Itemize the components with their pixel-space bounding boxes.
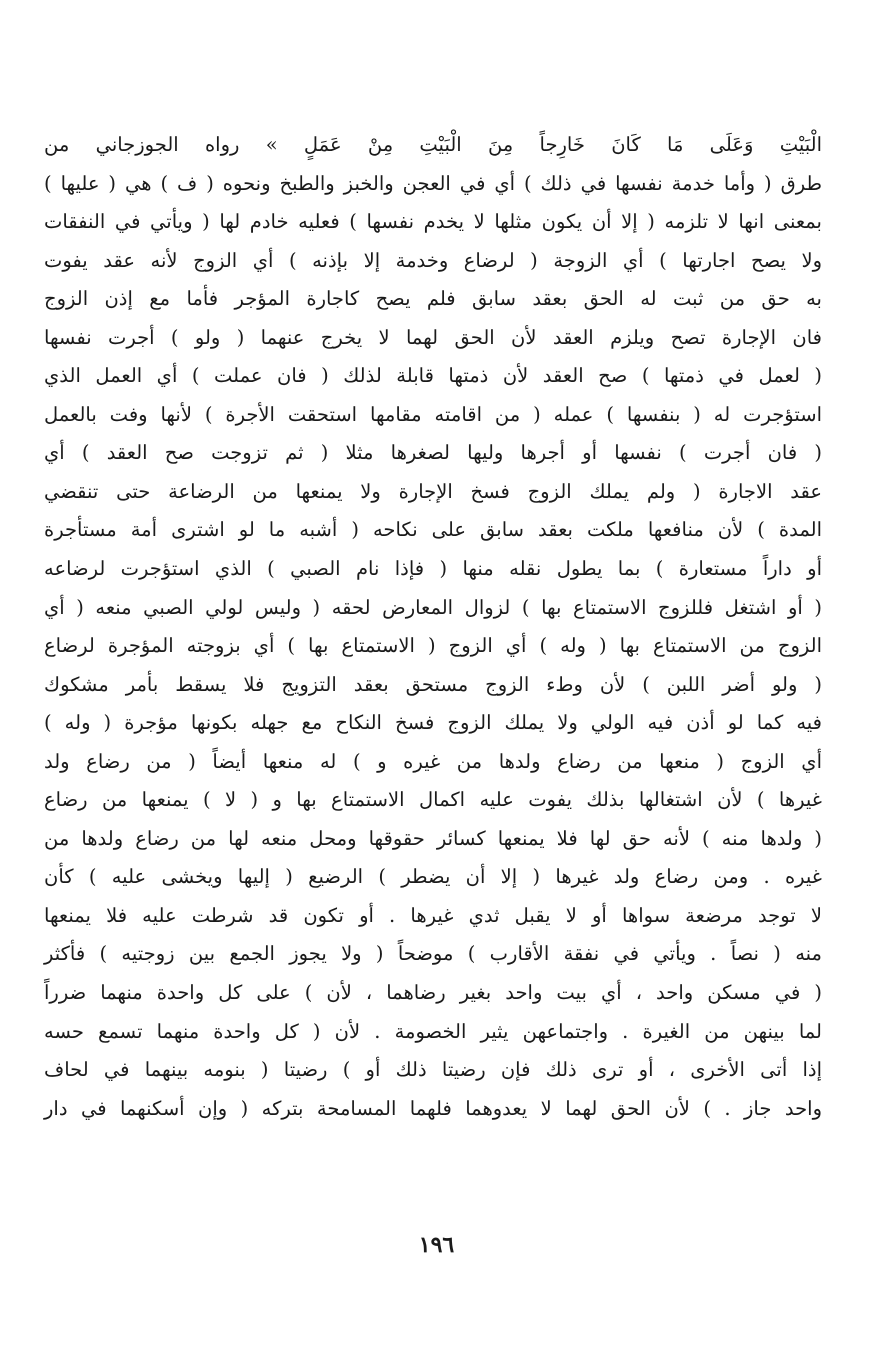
text-line-25: إذا أتى الأخرى ، أو ترى ذلك فإن رضيتا ذلك أو ) رضيتا ( بنومه بينهما في لحاف bbox=[44, 1058, 822, 1082]
text-line-26: واحد جاز . ) لأن الحق لهما لا يعدوهما فلهما المسامحة بتركه ( وإن أسكنهما في دار bbox=[44, 1096, 822, 1120]
text-line-15: ( ولو أضر اللبن ) لأن وطء الزوج مستحق بعقد التزويج فلا يسقط بأمر مشكوك bbox=[44, 672, 822, 696]
text-line-14: الزوج من الاستمتاع بها ( وله ) أي الزوج ( الاستمتاع بها ) أي بزوجته المؤجرة لرضاع bbox=[44, 634, 822, 658]
text-line-17: أي الزوج ( منعها من رضاع ولدها من غيره و ) له منعها أيضاً ( من رضاع ولد bbox=[44, 749, 822, 773]
text-line-3: بمعنى انها لا تلزمه ( إلا أن يكون مثلها لا يخدم نفسها ) فعليه خادم لها ( ويأتي في النفقات bbox=[44, 210, 822, 234]
text-line-24: لما بينهن من الغيرة . واجتماعهن يثير الخصومة . لأن ( كل واحدة منهما تسمع حسه bbox=[44, 1019, 822, 1043]
text-line-11: المدة ) لأن منافعها ملكت بعقد سابق على نكاحه ( أشبه ما لو اشترى أمة مستأجرة bbox=[44, 518, 822, 542]
text-line-8: استؤجرت له ( بنفسها ) عمله ( من اقامته مقامها استحقت الأجرة ) لأنها وفت بالعمل bbox=[44, 402, 822, 426]
text-line-7: ( لعمل في ذمتها ) صح العقد لأن ذمتها قابلة لذلك ( فان عملت ) أي العمل الذي bbox=[44, 364, 822, 388]
body-text bbox=[44, 126, 822, 1128]
text-line-6: فان الإجارة تصح ويلزم العقد لأن الحق لهما لا يخرج عنهما ( ولو ) أجرت نفسها bbox=[44, 325, 822, 349]
text-line-16: فيه كما لو أذن فيه الولي ولا يملك الزوج فسخ النكاح مع جهله بكونها مؤجرة ( وله ) bbox=[44, 711, 822, 735]
text-line-4: ولا يصح اجارتها ) أي الزوجة ( لرضاع وخدمة إلا بإذنه ) أي الزوج لأنه عقد يفوت bbox=[44, 248, 822, 272]
text-line-19: ( ولدها منه ) لأنه حق لها فلا يمنعها كسائر حقوقها ومحل منعه لها من رضاع ولدها من bbox=[44, 826, 822, 850]
text-line-18: غيرها ) لأن اشتغالها بذلك يفوت عليه اكمال الاستمتاع بها و ( لا ) يمنعها من رضاع bbox=[44, 788, 822, 812]
text-line-2: طرق ( وأما خدمة نفسها في ذلك ) أي في العجن والخبز والطبخ ونحوه ( ف ) هي ( عليها ) bbox=[44, 171, 822, 195]
text-line-9: ( فان أجرت ) نفسها أو أجرها وليها لصغرها مثلا ( ثم تزوجت صح العقد ) أي bbox=[44, 441, 822, 465]
text-line-23: ( في مسكن واحد ، أي بيت واحد بغير رضاهما ، لأن ) على كل واحدة منهما ضرراً bbox=[44, 981, 822, 1005]
text-line-10: عقد الاجارة ( ولم يملك الزوج فسخ الإجارة ولا يمنعها من الرضاعة حتى تنقضي bbox=[44, 479, 822, 503]
text-line-21: لا توجد مرضعة سواها أو لا يقبل ثدي غيرها . أو تكون قد شرطت عليه فلا يمنعها bbox=[44, 903, 822, 927]
text-line-13: ( أو اشتغل فللزوج الاستمتاع بها ) لزوال المعارض لحقه ( وليس لولي الصبي منعه ( أي bbox=[44, 595, 822, 619]
text-line-20: غيره . ومن رضاع ولد غيرها ( إلا أن يضطر ) الرضيع ( إليها ويخشى عليه ) كأن bbox=[44, 865, 822, 889]
text-line-12: أو داراً مستعارة ) بما يطول نقله منها ( فإذا نام الصبي ) الذي استؤجرت لرضاعه bbox=[44, 557, 822, 581]
text-line-22: منه ( نصاً . ويأتي في نفقة الأقارب ) موضحاً ( ولا يجوز الجمع بين زوجتيه ) فأكثر bbox=[44, 942, 822, 966]
text-line-1: الْبَيْتِ وَعَلَى مَا كَانَ خَارِجاً مِنَ الْبَيْتِ مِنْ عَمَلٍ » رواه الجوزجاني من bbox=[44, 133, 822, 156]
page-number: ١٩٦ bbox=[418, 1232, 455, 1258]
text-line-5: به حق من ثبت له الحق بعقد سابق فلم يصح كاجارة المؤجر فأما مع إذن الزوج bbox=[44, 287, 822, 311]
